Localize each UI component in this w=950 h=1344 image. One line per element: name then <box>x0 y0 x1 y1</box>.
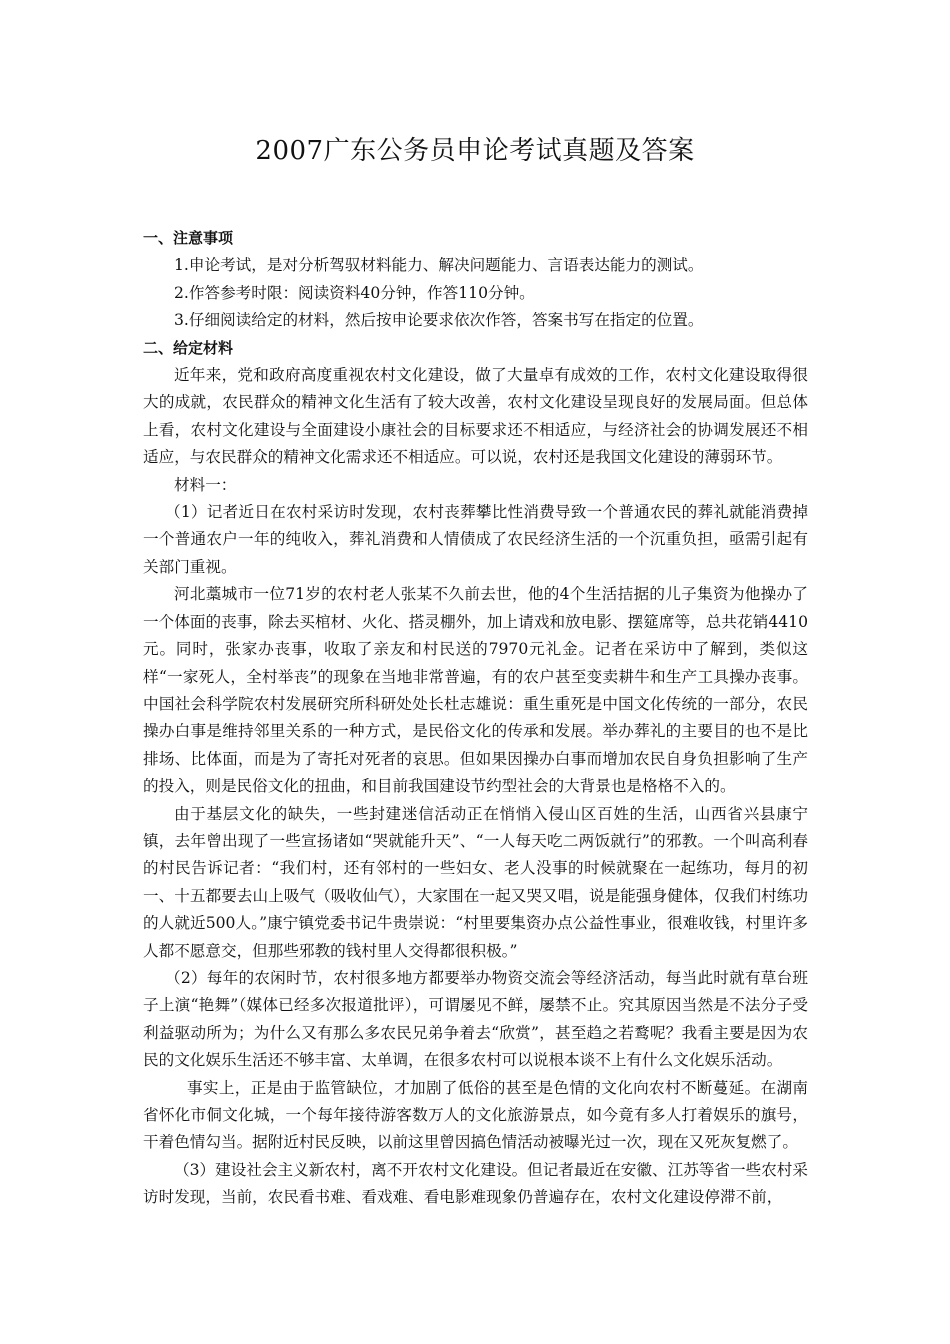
material-paragraph-4: （2）每年的农闲时节，农村很多地方都要举办物资交流会等经济活动，每当此时就有草台班子上演“艳舞”（媒体已经多次报道批评），可谓屡见不鲜，屡禁不止。究其原因当然是不法分子受利益驱动所为；为什么又有那么多农民兄弟争着去“欣赏”，甚至趋之若鹜呢？我看主要是因为农民的文化娱乐生活还不够丰富、太单调，在很多农村可以说根本谈不上有什么文化娱乐活动。 <box>143 968 808 1070</box>
material-one-label: 材料一： <box>174 475 237 494</box>
material-paragraph-3: 由于基层文化的缺失，一些封建迷信活动正在悄悄入侵山区百姓的生活，山西省兴县康宁镇，去年曾出现了一些宣扬诸如“哭就能升天”、“一人每天吃二两饭就行”的邪教。一个叫高利春的村民告诉记者：“我们村，还有邻村的一些妇女、老人没事的时候就聚在一起练功，每月的初一、十五都要去山上吸气（吸收仙气），大家围在一起又哭又唱，说是能强身健体，仅我们村练功的人就近500人。”康宁镇党委书记牛贵崇说：“村里要集资办点公益性事业，很难收钱，村里许多人都不愿意交，但那些邪教的钱村里人交得都很积极。” <box>143 804 808 960</box>
notes-item-1: 1.申论考试，是对分析驾驭材料能力、解决问题能力、言语表达能力的测试。 <box>174 256 704 275</box>
material-paragraph-6: （3）建设社会主义新农村，离不开农村文化建设。但记者最近在安徽、江苏等省一些农村采访时发现，当前，农民看书难、看戏难、看电影难现象仍普遍存在，农村文化建设停滞不前， <box>143 1160 808 1207</box>
material-paragraph-1: （1）记者近日在农村采访时发现，农村丧葬攀比性消费导致一个普通农民的葬礼就能消费掉一个普通农户一年的纯收入，葬礼消费和人情债成了农民经济生活的一个沉重负担，亟需引起有关部门重视。 <box>143 503 808 576</box>
material-paragraph-5: 事实上，正是由于监管缺位，才加剧了低俗的甚至是色情的文化向农村不断蔓延。在湖南省怀化市侗文化城，一个每年接待游客数万人的文化旅游景点，如今竟有多人打着娱乐的旗号，干着色情勾当。据附近村民反映，以前这里曾因搞色情活动被曝光过一次，现在又死灰复燃了。 <box>143 1078 808 1152</box>
section-heading-notes: 一、注意事项 <box>143 229 234 247</box>
document-body <box>143 225 808 1212</box>
section-heading-materials: 二、给定材料 <box>143 338 234 357</box>
material-paragraph-2: 河北藁城市一位71岁的农村老人张某不久前去世，他的4个生活拮据的儿子集资为他操办了一个体面的丧事，除去买棺材、火化、搭灵棚外，加上请戏和放电影、摆筵席等，总共花销4410元。同时，张家办丧事，收取了亲友和村民送的7970元礼金。记者在采访中了解到，类似这样“一家死人，全村举丧”的现象在当地非常普遍，有的农户甚至变卖耕牛和生产工具操办丧事。中国社会科学院农村发展研究所科研处处长杜志雄说：重生重死是中国文化传统的一部分，农民操办白事是维持邻里关系的一种方式，是民俗文化的传承和发展。举办葬礼的主要目的也不是比排场、比体面，而是为了寄托对死者的哀思。但如果因操办白事而增加农民自身负担影响了生产的投入，则是民俗文化的扭曲，和目前我国建设节约型社会的大背景也是格格不入的。 <box>143 585 808 796</box>
notes-item-2: 2.作答参考时限：阅读资料40分钟，作答110分钟。 <box>174 283 535 302</box>
notes-item-3: 3.仔细阅读给定的材料，然后按申论要求依次作答，答案书写在指定的位置。 <box>174 311 704 330</box>
document-title: 2007广东公务员申论考试真题及答案 <box>255 136 695 166</box>
materials-intro-paragraph: 近年来，党和政府高度重视农村文化建设，做了大量卓有成效的工作，农村文化建设取得很大的成就，农民群众的精神文化生活有了较大改善，农村文化建设呈现良好的发展局面。但总体上看，农村文化建设与全面建设小康社会的目标要求还不相适应，与经济社会的协调发展还不相适应，与农民群众的精神文化需求还不相适应。可以说，农村还是我国文化建设的薄弱环节。 <box>143 366 808 467</box>
